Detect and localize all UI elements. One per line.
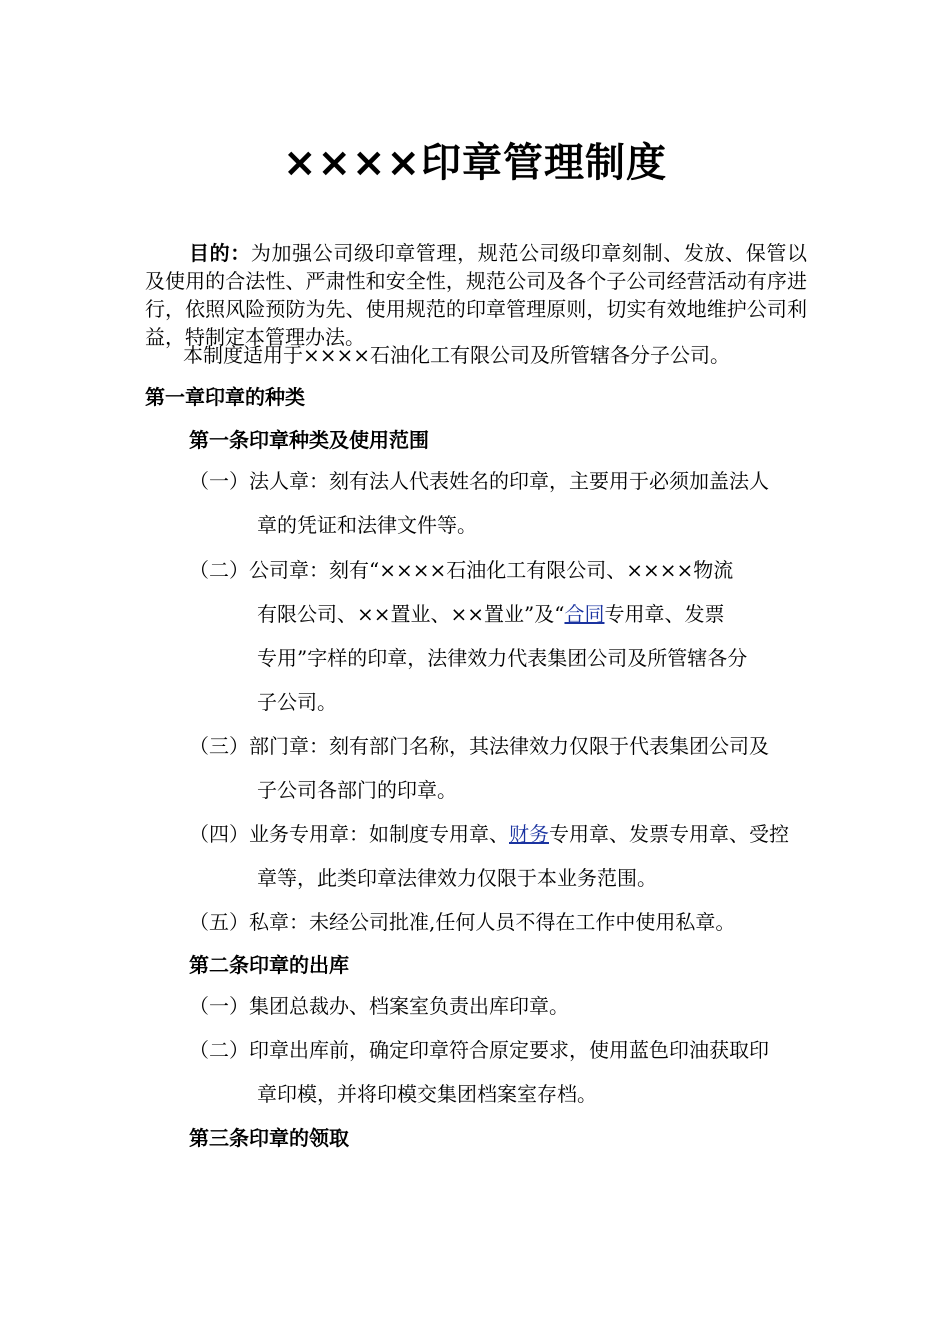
item-line: （三）部门章：刻有部门名称，其法律效力仅限于代表集团公司及	[189, 734, 769, 758]
purpose-text: 为加强公司级印章管理，规范公司级印章刻制、发放、保管以及使用的合法性、严肃性和安全性，规范公司及各个子公司经营活动有序进行，依照风险预防为先、使用规范的印章管理原则，切实有效地维护公司利益，特制定本管理办法。	[145, 241, 808, 349]
item-line: 章印模，并将印模交集团档案室存档。	[257, 1082, 597, 1106]
item-line: 章的凭证和法律文件等。	[257, 513, 477, 537]
purpose-label: 目的：	[189, 241, 251, 265]
item-line: （二）印章出库前，确定印章符合原定要求，使用蓝色印油获取印	[189, 1038, 769, 1062]
item-text: 有限公司、××置业、××置业”及“	[257, 602, 565, 626]
document-title: ××××印章管理制度	[282, 140, 668, 186]
item-text: 专用章、发票专用章、受控	[549, 822, 789, 846]
scope-paragraph: 本制度适用于××××石油化工有限公司及所管辖各分子公司。	[183, 343, 731, 367]
contract-link[interactable]: 合同	[564, 602, 605, 626]
item-line: （一）集团总裁办、档案室负责出库印章。	[189, 994, 569, 1018]
article-3-heading: 第三条印章的领取	[189, 1126, 349, 1150]
article-2-item-2	[189, 1028, 807, 1116]
article-1-item-5	[189, 900, 807, 944]
article-2-item-1	[189, 984, 807, 1028]
item-text: 专用章、发票	[604, 602, 725, 626]
item-line: （二）公司章：刻有“××××石油化工有限公司、××××物流	[189, 558, 734, 582]
item-line: 子公司。	[257, 690, 337, 714]
article-1-heading: 第一条印章种类及使用范围	[189, 428, 429, 452]
item-line: （一）法人章：刻有法人代表姓名的印章，主要用于必须加盖法人	[189, 469, 769, 493]
article-1-item-3	[189, 724, 807, 812]
purpose-paragraph	[145, 239, 807, 351]
article-1-item-2	[189, 548, 807, 724]
article-1-item-4	[189, 812, 807, 900]
item-line	[189, 812, 807, 856]
item-line: （五）私章：未经公司批准,任何人员不得在工作中使用私章。	[189, 910, 736, 934]
item-line: 专用”字样的印章，法律效力代表集团公司及所管辖各分	[257, 646, 748, 670]
item-line: 子公司各部门的印章。	[257, 778, 457, 802]
article-1-item-1	[189, 459, 807, 547]
item-line: 章等，此类印章法律效力仅限于本业务范围。	[257, 866, 657, 890]
chapter-1-heading: 第一章印章的种类	[145, 385, 305, 409]
item-line	[189, 592, 807, 636]
finance-link[interactable]: 财务	[509, 822, 549, 846]
item-text: （四）业务专用章：如制度专用章、	[189, 822, 509, 846]
article-2-heading: 第二条印章的出库	[189, 953, 349, 977]
